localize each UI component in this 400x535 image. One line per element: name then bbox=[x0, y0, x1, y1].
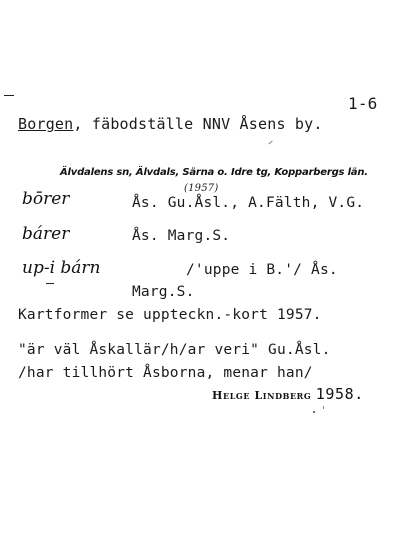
entry-1-year-note: (1957) bbox=[184, 183, 219, 194]
title-place-name: Borgen bbox=[18, 115, 74, 133]
pencil-tick-mark bbox=[268, 141, 272, 145]
signature bbox=[212, 385, 364, 403]
pencil-dot-1 bbox=[313, 411, 315, 413]
parish-stamp: Älvdalens sn, Älvdals, Särna o. Idre tg, Kopparbergs län. bbox=[60, 167, 368, 178]
signature-year: 1958. bbox=[315, 385, 364, 403]
dialect-form-2: bárer bbox=[22, 224, 70, 244]
dialect-form-1: bōrer bbox=[22, 189, 70, 209]
entry-3-dash-mark bbox=[46, 283, 54, 284]
card-title bbox=[18, 115, 323, 133]
dialect-form-3: up-i bárn bbox=[22, 258, 101, 278]
title-description: , fäbodställe NNV Åsens by. bbox=[73, 115, 323, 133]
pencil-dot-2 bbox=[323, 406, 324, 409]
left-edge-mark bbox=[4, 95, 14, 96]
belonged-line: /har tillhört Åsborna, menar han/ bbox=[18, 365, 313, 381]
entry-3-gloss: /'uppe i B.'/ Ås. bbox=[186, 262, 338, 278]
entry-3-source: Marg.S. bbox=[132, 284, 195, 300]
kartformer-line: Kartformer se uppteckn.-kort 1957. bbox=[18, 307, 322, 323]
entry-2-source: Ås. Marg.S. bbox=[132, 228, 231, 244]
card-number: 1-6 bbox=[348, 94, 378, 113]
entry-1-source: Ås. Gu.Åsl., A.Fälth, V.G. bbox=[132, 195, 365, 211]
quote-line: "är väl Åskallär/h/ar veri" Gu.Åsl. bbox=[18, 342, 331, 358]
signature-name: Helge Lindberg bbox=[212, 389, 312, 402]
